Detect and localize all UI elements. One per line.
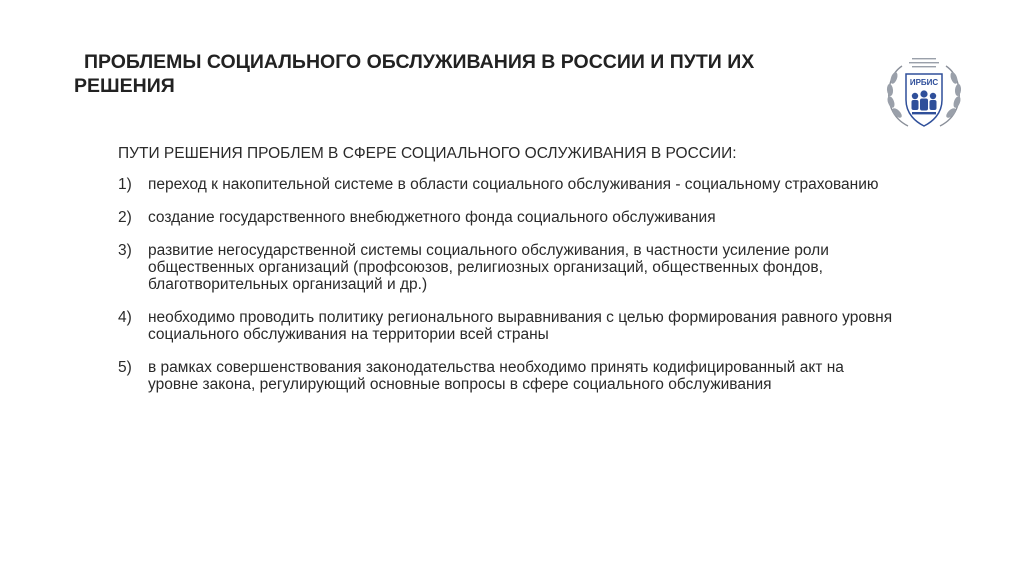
item-text: в рамках совершенствования законодательства необходимо принять кодифицированный акт на уровне закона, регулирующий основные вопросы в сфере социального обслуживания — [148, 359, 844, 393]
irbis-logo-icon — [878, 52, 970, 134]
item-text: переход к накопительной системе в области социального обслуживания - социальному страхованию — [148, 176, 879, 193]
solutions-list — [118, 176, 898, 393]
list-item — [118, 359, 898, 393]
item-number: 4) — [118, 309, 132, 326]
section-subtitle: ПУТИ РЕШЕНИЯ ПРОБЛЕМ В СФЕРЕ СОЦИАЛЬНОГО ОСЛУЖИВАНИЯ В РОССИИ: — [118, 145, 737, 162]
list-item — [118, 176, 898, 193]
slide-content — [118, 145, 898, 409]
item-text: необходимо проводить политику регионального выравнивания с целью формирования равного уровня социального обслуживания на территории всей страны — [148, 309, 893, 343]
item-number: 2) — [118, 209, 132, 226]
item-text: создание государственного внебюджетного фонда социального обслуживания — [148, 209, 716, 226]
slide-title: ПРОБЛЕМЫ СОЦИАЛЬНОГО ОБСЛУЖИВАНИЯ В РОССИИ И ПУТИ ИХ РЕШЕНИЯ — [74, 51, 755, 97]
item-number: 5) — [118, 359, 132, 376]
item-number: 1) — [118, 176, 132, 193]
item-number: 3) — [118, 242, 132, 259]
list-item — [118, 309, 898, 343]
logo-text: ИРБИС — [909, 78, 939, 87]
list-item — [118, 242, 898, 293]
list-item — [118, 209, 898, 226]
item-text: развитие негосударственной системы социального обслуживания, в частности усиление роли общественных организаций (профсоюзов, религиозных организаций, общественных фондов, благотворительных организаций и др.) — [148, 242, 829, 293]
